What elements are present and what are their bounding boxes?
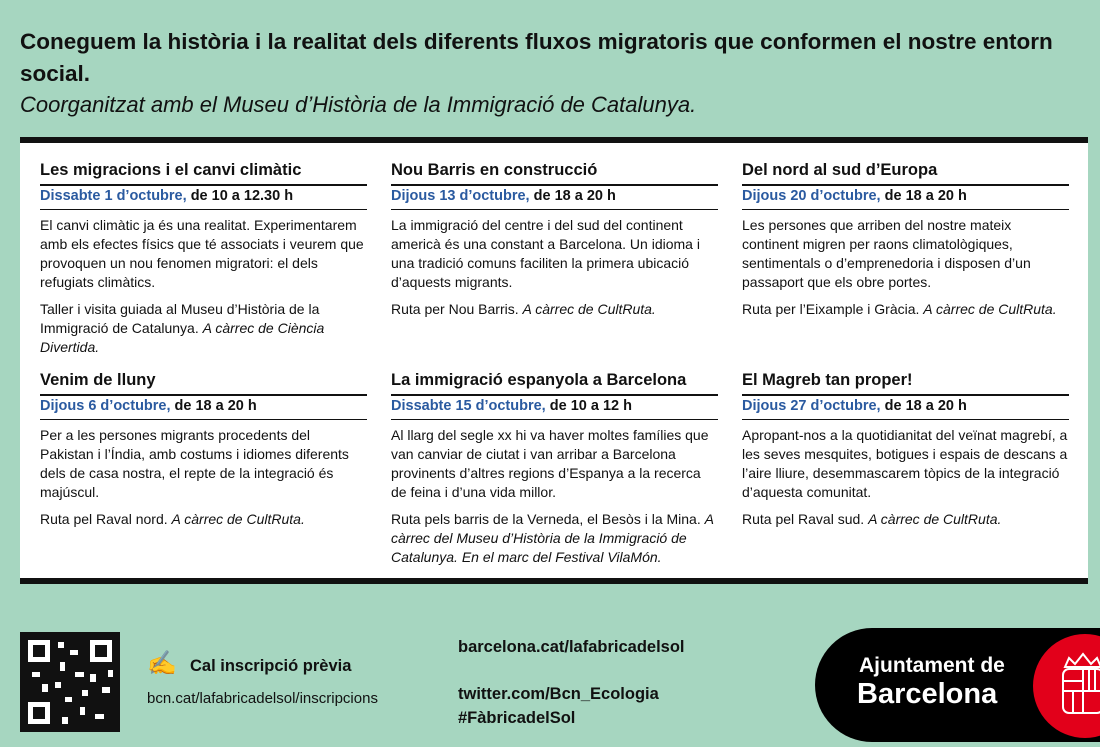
activity-format: Taller i visita guiada al Museu d’Història de la Immigració de Catalunya. [40, 301, 320, 336]
logo-line1: Ajuntament de [859, 654, 1005, 677]
activity-description: El canvi climàtic ja és una realitat. Experimentarem amb els efectes físics que té associats i veurem que provoquen un nou fenomen migratori: el dels refugiats climàtics. [40, 217, 364, 290]
activity-format: Ruta pel Raval sud. [742, 511, 865, 527]
activity-organizer: A càrrec de CultRuta. [522, 301, 656, 317]
footer [0, 590, 1100, 747]
activities-grid [40, 159, 1080, 579]
activity-time: de 18 a 20 h [533, 188, 616, 204]
activity-format: Ruta pel Raval nord. [40, 511, 168, 527]
page-header [20, 26, 1090, 120]
activity-date [40, 186, 367, 210]
website-link[interactable]: barcelona.cat/lafabricadelsol [458, 638, 685, 656]
activity-card [40, 159, 367, 369]
activity-organizer: A càrrec del Museu d’Història de la Immigració de Catalunya. En el marc del Festival VilaMón. [391, 511, 714, 565]
activity-card [391, 159, 718, 369]
registration-link[interactable]: bcn.cat/lafabricadelsol/inscripcions [147, 690, 378, 707]
activity-title: Del nord al sud d’Europa [742, 159, 1069, 186]
qr-code[interactable] [20, 632, 120, 732]
barcelona-coat-of-arms-icon [1033, 634, 1100, 738]
activity-description: La immigració del centre i del sud del continent americà és una constant a Barcelona. Un idioma i una tradició comuns faciliten la primera ubicació d’aquests migrants. [391, 217, 700, 290]
activity-card [742, 369, 1069, 579]
activity-card [391, 369, 718, 579]
activity-time: de 18 a 20 h [174, 398, 257, 414]
activity-detail [40, 510, 367, 529]
activity-title: El Magreb tan proper! [742, 369, 1069, 396]
activity-day: Dissabte 15 d’octubre, [391, 398, 546, 414]
activity-title: Venim de lluny [40, 369, 367, 396]
pencil-signature-icon: ✍ [147, 650, 177, 677]
activity-organizer: A càrrec de Ciència Divertida. [40, 320, 325, 355]
activity-time: de 18 a 20 h [884, 188, 967, 204]
activity-date [391, 396, 718, 420]
activity-organizer: A càrrec de CultRuta. [868, 511, 1002, 527]
activity-time: de 18 a 20 h [884, 398, 967, 414]
activity-format: Ruta pels barris de la Verneda, el Besòs i la Mina. [391, 511, 701, 527]
twitter-link[interactable]: twitter.com/Bcn_Ecologia [458, 685, 659, 703]
activity-day: Dijous 13 d’octubre, [391, 188, 530, 204]
activity-date [40, 396, 367, 420]
activity-description: Per a les persones migrants procedents del Pakistan i l’Índia, amb costums i idiomes diferents dels de casa nostra, el repte de la integració és majúscul. [40, 427, 349, 500]
activity-format: Ruta per l’Eixample i Gràcia. [742, 301, 920, 317]
hashtag-link[interactable]: #FàbricadelSol [458, 709, 576, 727]
activity-day: Dijous 27 d’octubre, [742, 398, 881, 414]
page-title: Coneguem la història i la realitat dels diferents fluxos migratoris que conformen el nostre entorn social. [20, 29, 1053, 86]
activities-panel [20, 137, 1088, 584]
ajuntament-logo[interactable] [815, 628, 1100, 742]
page-subtitle: Coorganitzat amb el Museu d’Història de la Immigració de Catalunya. [20, 92, 697, 117]
logo-line2: Barcelona [857, 678, 998, 710]
activity-day: Dijous 20 d’octubre, [742, 188, 881, 204]
activity-day: Dissabte 1 d’octubre, [40, 188, 187, 204]
activity-time: de 10 a 12.30 h [190, 188, 294, 204]
activity-date [391, 186, 718, 210]
activity-organizer: A càrrec de CultRuta. [923, 301, 1057, 317]
activity-organizer: A càrrec de CultRuta. [171, 511, 305, 527]
activity-date [742, 396, 1069, 420]
activity-description: Apropant-nos a la quotidianitat del veïnat magrebí, a les seves mesquites, botigues i espais de descans a l’aire lliure, desemmascarem tòpics de la integració d’aquesta comunitat. [742, 427, 1068, 500]
activity-detail [40, 300, 367, 357]
activity-format: Ruta per Nou Barris. [391, 301, 519, 317]
activity-card [40, 369, 367, 579]
registration-label: Cal inscripció prèvia [190, 657, 352, 675]
activity-title: La immigració espanyola a Barcelona [391, 369, 718, 396]
activity-description: Al llarg del segle xx hi va haver moltes famílies que van canviar de ciutat i van arribar a Barcelona provinents d’altres regions d’Espanya a la recerca de feina i d’una vida millor. [391, 427, 709, 500]
activity-description: Les persones que arriben del nostre mateix continent migren per raons climatològiques, sentimentals o d’emprenedoria i disposen d’un passaport que els obre portes. [742, 217, 1031, 290]
activity-date [742, 186, 1069, 210]
activity-title: Les migracions i el canvi climàtic [40, 159, 367, 186]
activity-time: de 10 a 12 h [549, 398, 632, 414]
activity-title: Nou Barris en construcció [391, 159, 718, 186]
activity-detail [391, 300, 718, 319]
activity-detail [742, 300, 1069, 319]
activity-day: Dijous 6 d’octubre, [40, 398, 171, 414]
activity-card [742, 159, 1069, 369]
activity-detail [742, 510, 1069, 529]
activity-detail [391, 510, 718, 567]
